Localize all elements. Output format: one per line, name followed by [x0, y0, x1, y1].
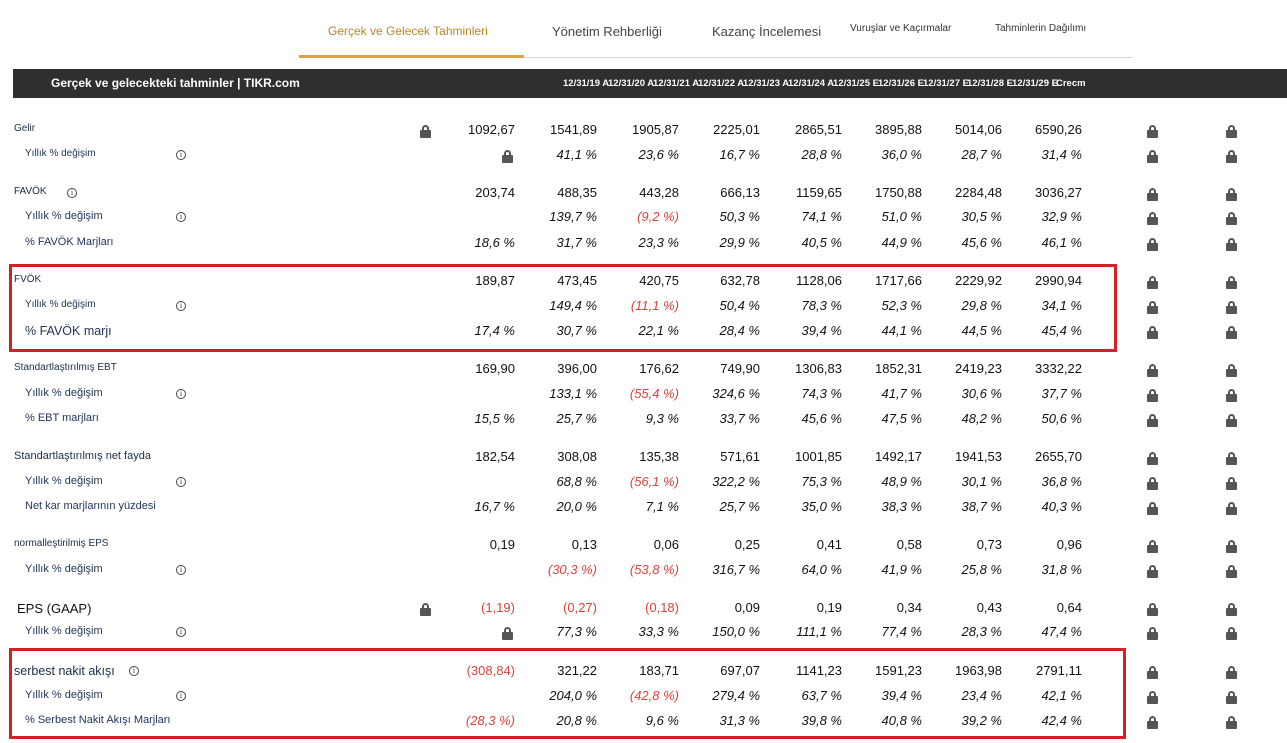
col-header[interactable]: 12/31/23 A — [743, 78, 790, 89]
table-cell: 37,7 % — [1041, 386, 1082, 401]
table-cell: (53,8 %) — [629, 562, 679, 577]
table-cell: 0,19 — [489, 537, 515, 552]
table-cell: 39,4 % — [881, 688, 922, 703]
table-cell: 420,75 — [639, 273, 679, 288]
table-cell: (28,3 %) — [465, 713, 515, 728]
table-cell: 7,1 % — [645, 499, 679, 514]
lock-icon[interactable] — [1147, 125, 1158, 137]
table-row — [0, 535, 1287, 557]
table-cell: 50,4 % — [719, 298, 760, 313]
table-cell: 322,2 % — [712, 474, 760, 489]
table-cell: 1128,06 — [795, 273, 842, 288]
table-cell: 473,45 — [557, 273, 597, 288]
tab-management-guidance[interactable]: Yönetim Rehberliği — [552, 24, 662, 39]
table-cell: 0,09 — [734, 600, 760, 615]
row-label: % FAVÖK marjı — [25, 324, 112, 338]
table-cell: 31,4 % — [1041, 147, 1082, 162]
table-cell: 0,41 — [816, 537, 842, 552]
table-cell: 31,8 % — [1041, 562, 1082, 577]
row-label: % EBT marjları — [25, 412, 99, 424]
table-cell: 45,4 % — [1041, 323, 1082, 338]
table-cell: 44,9 % — [881, 235, 922, 250]
info-icon[interactable]: i — [176, 212, 186, 222]
table-row — [0, 622, 1287, 644]
table-cell: 1001,85 — [795, 449, 842, 464]
table-cell: 28,3 % — [961, 624, 1002, 639]
table-cell: 33,7 % — [719, 411, 760, 426]
table-cell: 16,7 % — [719, 147, 760, 162]
lock-icon[interactable] — [1226, 540, 1237, 552]
col-header[interactable]: 12/31/24 A — [788, 78, 835, 89]
table-cell: 28,4 % — [719, 323, 760, 338]
table-cell: 42,4 % — [1041, 713, 1082, 728]
table-cell: 0,19 — [816, 600, 842, 615]
row-label: normalleştirilmiş EPS — [14, 538, 109, 549]
table-cell: 78,3 % — [801, 298, 842, 313]
table-cell: 2225,01 — [713, 122, 760, 137]
lock-icon[interactable] — [1226, 477, 1237, 489]
table-cell: 139,7 % — [549, 209, 597, 224]
table-cell: 18,6 % — [474, 235, 515, 250]
lock-icon[interactable] — [1226, 452, 1237, 464]
table-cell: 0,58 — [896, 537, 922, 552]
info-icon[interactable]: i — [176, 477, 186, 487]
table-cell: 30,5 % — [961, 209, 1002, 224]
lock-icon[interactable] — [1147, 212, 1158, 224]
row-label: EPS (GAAP) — [17, 601, 92, 616]
lock-icon[interactable] — [1226, 603, 1237, 615]
table-row — [0, 686, 1287, 708]
table-cell: 25,7 % — [719, 499, 760, 514]
table-cell: 1306,83 — [795, 361, 842, 376]
table-cell: 47,4 % — [1041, 624, 1082, 639]
table-cell: 38,3 % — [881, 499, 922, 514]
row-label: Standartlaştırılmış EBT — [14, 362, 117, 373]
table-cell: 1852,31 — [875, 361, 922, 376]
table-cell: 0,06 — [653, 537, 679, 552]
table-row — [0, 384, 1287, 406]
table-cell: 23,3 % — [638, 235, 679, 250]
table-cell: 17,4 % — [474, 323, 515, 338]
lock-icon[interactable] — [1147, 188, 1158, 200]
table-cell: 46,1 % — [1041, 235, 1082, 250]
table-cell: 75,3 % — [801, 474, 842, 489]
table-cell: 1591,23 — [875, 663, 922, 678]
tab-bar — [299, 14, 1133, 58]
table-cell: 68,8 % — [556, 474, 597, 489]
info-icon[interactable]: i — [176, 691, 186, 701]
table-cell: 149,4 % — [549, 298, 597, 313]
info-icon[interactable]: i — [176, 627, 186, 637]
lock-icon[interactable] — [1226, 238, 1237, 250]
table-row — [0, 661, 1287, 683]
table-cell: 32,9 % — [1041, 209, 1082, 224]
table-row — [0, 183, 1287, 205]
table-cell: 29,9 % — [719, 235, 760, 250]
table-cell: 2284,48 — [955, 185, 1002, 200]
row-label: Yıllık % değişim — [25, 210, 103, 222]
lock-icon[interactable] — [1226, 627, 1237, 639]
table-cell: 2655,70 — [1035, 449, 1082, 464]
table-cell: 44,5 % — [961, 323, 1002, 338]
table-cell: 42,1 % — [1041, 688, 1082, 703]
table-row — [0, 145, 1287, 167]
table-cell: 36,8 % — [1041, 474, 1082, 489]
tab-estimate-distribution[interactable]: Tahminlerin Dağılımı — [995, 23, 1087, 34]
table-cell: 2990,94 — [1035, 273, 1082, 288]
table-row — [0, 233, 1287, 255]
table-cell: 666,13 — [720, 185, 760, 200]
info-icon[interactable]: i — [176, 150, 186, 160]
lock-icon[interactable] — [1147, 389, 1158, 401]
table-cell: 111,1 % — [796, 624, 842, 639]
table-cell: (42,8 %) — [629, 688, 679, 703]
col-header[interactable]: 12/31/29 E — [1012, 78, 1058, 89]
row-label: % FAVÖK Marjları — [25, 236, 114, 248]
tab-actuals-forecasts[interactable]: Gerçek ve Gelecek Tahminleri — [328, 24, 488, 38]
lock-icon[interactable] — [1147, 502, 1158, 514]
lock-icon[interactable] — [1147, 238, 1158, 250]
row-label: % Serbest Nakit Akışı Marjları — [25, 714, 171, 726]
table-cell: 31,3 % — [719, 713, 760, 728]
table-cell: 28,8 % — [801, 147, 842, 162]
lock-icon[interactable] — [1226, 188, 1237, 200]
table-cell: 0,25 — [734, 537, 760, 552]
table-cell: (56,1 %) — [629, 474, 679, 489]
table-cell: 1963,98 — [955, 663, 1002, 678]
table-cell: 74,3 % — [801, 386, 842, 401]
row-label: Gelir — [14, 123, 36, 134]
table-cell: 169,90 — [475, 361, 515, 376]
table-cell: 6590,26 — [1035, 122, 1082, 137]
row-label: Yıllık % değişim — [25, 299, 96, 310]
table-cell: 9,3 % — [645, 411, 679, 426]
table-cell: 45,6 % — [961, 235, 1002, 250]
table-cell: 5014,06 — [955, 122, 1002, 137]
table-cell: 47,5 % — [881, 411, 922, 426]
lock-icon[interactable] — [1226, 716, 1237, 728]
table-cell: 203,74 — [475, 185, 515, 200]
table-cell: 1750,88 — [875, 185, 922, 200]
table-cell: 77,3 % — [556, 624, 597, 639]
active-tab-indicator — [299, 55, 524, 58]
lock-icon[interactable] — [1147, 452, 1158, 464]
col-header[interactable]: 12/31/19 A — [563, 78, 610, 89]
table-cell: 182,54 — [475, 449, 515, 464]
tab-beats-misses[interactable]: Vuruşlar ve Kaçırmalar — [850, 23, 952, 34]
lock-icon[interactable] — [1226, 301, 1237, 313]
table-cell: 41,7 % — [881, 386, 922, 401]
table-cell: (0,27) — [563, 600, 597, 615]
table-cell: 41,9 % — [881, 562, 922, 577]
table-cell: 39,4 % — [801, 323, 842, 338]
table-cell: 63,7 % — [801, 688, 842, 703]
row-label: Net kar marjlarının yüzdesi — [25, 500, 156, 512]
col-header[interactable]: 12/31/26 E — [878, 78, 924, 89]
col-header[interactable]: 12/31/22 A — [698, 78, 745, 89]
table-cell: 30,6 % — [961, 386, 1002, 401]
table-cell: 2229,92 — [955, 273, 1002, 288]
table-cell: 0,64 — [1056, 600, 1082, 615]
lock-icon[interactable] — [1147, 326, 1158, 338]
table-cell: 135,38 — [639, 449, 679, 464]
lock-icon[interactable] — [1147, 477, 1158, 489]
table-cell: (0,18) — [645, 600, 679, 615]
lock-icon[interactable] — [1226, 125, 1237, 137]
table-cell: 488,35 — [557, 185, 597, 200]
row-label: FVÖK — [14, 274, 42, 285]
table-cell: 183,71 — [639, 663, 679, 678]
table-cell: 45,6 % — [801, 411, 842, 426]
table-row — [0, 711, 1287, 733]
table-cell: 50,3 % — [719, 209, 760, 224]
table-cell: 23,4 % — [961, 688, 1002, 703]
table-cell: 39,2 % — [961, 713, 1002, 728]
table-cell: 40,5 % — [801, 235, 842, 250]
table-cell: 133,1 % — [549, 386, 597, 401]
table-cell: 0,73 — [976, 537, 1002, 552]
table-cell: 35,0 % — [801, 499, 842, 514]
table-cell: 150,0 % — [712, 624, 760, 639]
table-cell: 0,13 — [571, 537, 597, 552]
lock-icon[interactable] — [1226, 666, 1237, 678]
table-header — [13, 69, 1287, 98]
col-header[interactable]: 12/31/25 E — [833, 78, 879, 89]
table-cell: 77,4 % — [881, 624, 922, 639]
lock-icon[interactable] — [1226, 389, 1237, 401]
table-cell: 44,1 % — [881, 323, 922, 338]
col-header[interactable]: 12/31/27 E — [923, 78, 969, 89]
lock-icon[interactable] — [1226, 565, 1237, 577]
info-icon[interactable]: i — [176, 389, 186, 399]
lock-icon[interactable] — [1147, 276, 1158, 288]
table-cell: 3332,22 — [1035, 361, 1082, 376]
col-header[interactable]: 12/31/21 A — [653, 78, 700, 89]
table-cell: 1717,66 — [875, 273, 922, 288]
table-row — [0, 409, 1287, 431]
table-row — [0, 497, 1287, 519]
table-cell: 1905,87 — [632, 122, 679, 137]
lock-icon[interactable] — [1226, 414, 1237, 426]
table-cell: 25,8 % — [961, 562, 1002, 577]
table-cell: (308,84) — [466, 663, 515, 678]
table-cell: 321,22 — [557, 663, 597, 678]
table-row — [0, 598, 1287, 620]
table-row — [0, 321, 1287, 343]
table-row — [0, 120, 1287, 142]
table-cell: (9,2 %) — [637, 209, 679, 224]
lock-icon[interactable] — [1226, 150, 1237, 162]
table-row — [0, 472, 1287, 494]
table-cell: 324,6 % — [712, 386, 760, 401]
lock-icon[interactable] — [1147, 364, 1158, 376]
table-cell: 749,90 — [720, 361, 760, 376]
table-cell: 31,7 % — [556, 235, 597, 250]
table-cell: 64,0 % — [801, 562, 842, 577]
table-cell: 1141,23 — [795, 663, 842, 678]
row-label: Yıllık % değişim — [25, 625, 103, 637]
row-label: FAVÖK — [14, 186, 47, 197]
table-cell: 50,6 % — [1041, 411, 1082, 426]
table-cell: 1159,65 — [795, 185, 842, 200]
table-cell: 2419,23 — [955, 361, 1002, 376]
table-cell: 632,78 — [720, 273, 760, 288]
lock-icon[interactable] — [1226, 364, 1237, 376]
table-cell: 9,6 % — [645, 713, 679, 728]
table-cell: 443,28 — [639, 185, 679, 200]
table-cell: 3895,88 — [875, 122, 922, 137]
table-row — [0, 207, 1287, 229]
table-cell: (11,1 %) — [630, 298, 679, 313]
lock-icon[interactable] — [1226, 502, 1237, 514]
lock-icon[interactable] — [1147, 666, 1158, 678]
row-label: Standartlaştırılmış net fayda — [14, 450, 151, 462]
lock-icon[interactable] — [1147, 565, 1158, 577]
lock-icon[interactable] — [1147, 301, 1158, 313]
table-cell: 20,8 % — [556, 713, 597, 728]
lock-icon[interactable] — [1226, 691, 1237, 703]
info-icon[interactable]: i — [129, 666, 139, 676]
table-row — [0, 560, 1287, 582]
info-icon[interactable]: i — [176, 301, 186, 311]
lock-icon[interactable] — [1147, 716, 1158, 728]
table-cell: 697,07 — [720, 663, 760, 678]
col-header[interactable]: 12/31/28 E — [967, 78, 1013, 89]
lock-icon[interactable] — [1147, 691, 1158, 703]
table-cell: (55,4 %) — [629, 386, 679, 401]
table-cell: 20,0 % — [556, 499, 597, 514]
table-cell: 0,34 — [896, 600, 922, 615]
lock-icon[interactable] — [1226, 326, 1237, 338]
table-row — [0, 296, 1287, 318]
lock-icon[interactable] — [1147, 414, 1158, 426]
info-icon[interactable]: i — [176, 565, 186, 575]
table-cell: 16,7 % — [474, 499, 515, 514]
lock-icon[interactable] — [1147, 603, 1158, 615]
table-cell: 39,8 % — [801, 713, 842, 728]
table-cell: 396,00 — [557, 361, 597, 376]
table-cell: 571,61 — [720, 449, 760, 464]
table-cell: 308,08 — [557, 449, 597, 464]
table-cell: 3036,27 — [1035, 185, 1082, 200]
col-header[interactable]: Crecm — [1056, 78, 1086, 89]
table-cell: (30,3 %) — [547, 562, 597, 577]
table-cell: 48,2 % — [961, 411, 1002, 426]
table-cell: 38,7 % — [961, 499, 1002, 514]
table-cell: 51,0 % — [881, 209, 922, 224]
lock-icon[interactable] — [1147, 627, 1158, 639]
info-icon[interactable]: i — [67, 188, 77, 198]
lock-icon[interactable] — [1226, 276, 1237, 288]
table-cell: 279,4 % — [712, 688, 760, 703]
tab-earnings-review[interactable]: Kazanç İncelemesi — [712, 24, 822, 39]
table-cell: 30,1 % — [961, 474, 1002, 489]
table-cell: 1541,89 — [550, 122, 597, 137]
table-cell: 25,7 % — [556, 411, 597, 426]
table-cell: 0,96 — [1056, 537, 1082, 552]
table-cell: 2791,11 — [1035, 663, 1082, 678]
table-cell: 29,8 % — [961, 298, 1002, 313]
table-cell: 48,9 % — [881, 474, 922, 489]
table-cell: 176,62 — [639, 361, 679, 376]
table-cell: 33,3 % — [638, 624, 679, 639]
table-cell: 204,0 % — [549, 688, 597, 703]
row-label: Yıllık % değişim — [25, 689, 103, 701]
table-cell: 1941,53 — [955, 449, 1002, 464]
table-cell: 1492,17 — [875, 449, 922, 464]
table-cell: 15,5 % — [474, 411, 515, 426]
table-cell: 189,87 — [475, 273, 515, 288]
lock-icon[interactable] — [1147, 150, 1158, 162]
table-row — [0, 359, 1287, 381]
table-cell: 0,43 — [976, 600, 1002, 615]
table-cell: 2865,51 — [795, 122, 842, 137]
row-label: Yıllık % değişim — [25, 475, 103, 487]
table-cell: (1,19) — [481, 600, 515, 615]
row-label: Yıllık % değişim — [25, 148, 96, 159]
table-cell: 36,0 % — [881, 147, 922, 162]
table-cell: 23,6 % — [638, 147, 679, 162]
table-cell: 40,8 % — [881, 713, 922, 728]
table-cell: 41,1 % — [556, 147, 597, 162]
table-row — [0, 447, 1287, 469]
table-cell: 22,1 % — [638, 323, 679, 338]
table-cell: 40,3 % — [1041, 499, 1082, 514]
row-label: Yıllık % değişim — [25, 563, 103, 575]
col-header[interactable]: 12/31/20 A — [608, 78, 655, 89]
lock-icon[interactable] — [1147, 540, 1158, 552]
row-label: serbest nakit akışı — [14, 664, 115, 678]
lock-icon[interactable] — [1226, 212, 1237, 224]
table-row — [0, 271, 1287, 293]
table-cell: 74,1 % — [801, 209, 842, 224]
table-cell: 30,7 % — [556, 323, 597, 338]
row-label: Yıllık % değişim — [25, 387, 103, 399]
table-cell: 34,1 % — [1041, 298, 1082, 313]
table-cell: 52,3 % — [881, 298, 922, 313]
table-cell: 316,7 % — [712, 562, 760, 577]
table-title: Gerçek ve gelecekteki tahminler | TIKR.com — [51, 76, 300, 90]
table-cell: 1092,67 — [468, 122, 515, 137]
table-cell: 28,7 % — [961, 147, 1002, 162]
